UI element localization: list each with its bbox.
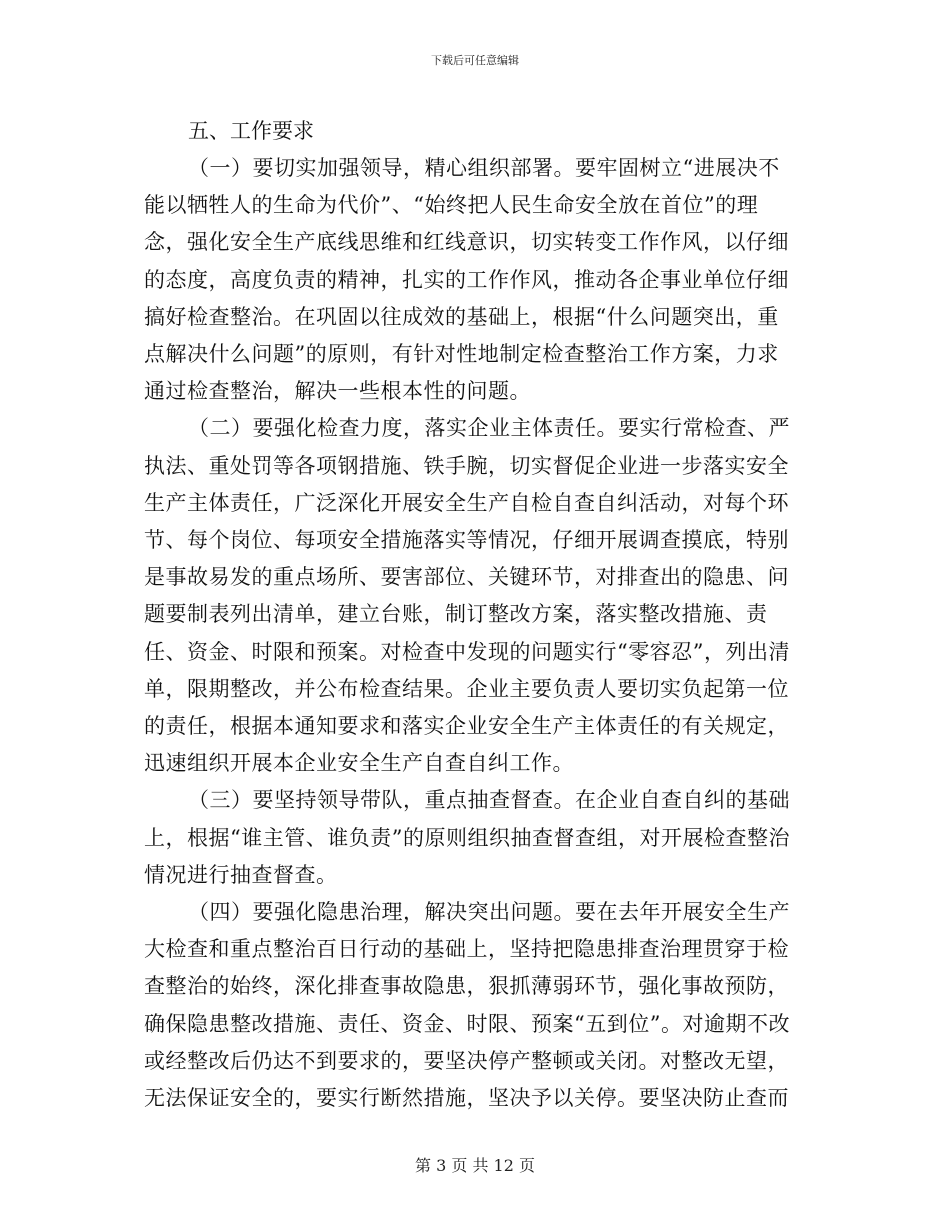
header-note: 下载后可任意编辑 [431, 54, 519, 67]
section-heading: 五、工作要求 [188, 119, 314, 143]
page-number-footer: 第 3 页 共 12 页 [415, 1156, 535, 1175]
paragraph-1: （一）要切实加强领导，精心组织部署。要牢固树立“进展决不能以牺牲人的生命为代价”、“始终把人民生命安全放在首位”的理念，强化安全生产底线思维和红线意识，切实转变工作作风，以仔细的态度，高度负责的精神，扎实的工作作风，推动各企事业单位仔细搞好检查整治。在巩固以往成效的基础上，根据“什么问题突出，重点解决什么问题”的原则，有针对性地制定检查整治工作方案，力求通过检查整治，解决一些根本性的问题。 [144, 156, 789, 404]
document-body [144, 112, 796, 1117]
paragraph-2: （二）要强化检查力度，落实企业主体责任。要实行常检查、严执法、重处罚等各项钢措施、铁手腕，切实督促企业进一步落实安全生产主体责任，广泛深化开展安全生产自检自查自纠活动，对每个环节、每个岗位、每项安全措施落实等情况，仔细开展调查摸底，特别是事故易发的重点场所、要害部位、关键环节，对排查出的隐患、问题要制表列出清单，建立台账，制订整改方案，落实整改措施、责任、资金、时限和预案。对检查中发现的问题实行“零容忍”，列出清单，限期整改，并公布检查结果。企业主要负责人要切实负起第一位的责任，根据本通知要求和落实企业安全生产主体责任的有关规定，迅速组织开展本企业安全生产自查自纠工作。 [144, 416, 790, 776]
paragraph-4: （四）要强化隐患治理，解决突出问题。要在去年开展安全生产大检查和重点整治百日行动的基础上，坚持把隐患排查治理贯穿于检查整治的始终，深化排查事故隐患，狠抓薄弱环节，强化事故预防，确保隐患整改措施、责任、资金、时限、预案“五到位”。对逾期不改或经整改后仍达不到要求的，要坚决停产整顿或关闭。对整改无望，无法保证安全的，要实行断然措施，坚决予以关停。要坚决防止查而 [144, 900, 790, 1111]
paragraph-3: （三）要坚持领导带队，重点抽查督查。在企业自查自纠的基础上，根据“谁主管、谁负责”的原则组织抽查督查组，对开展检查整治情况进行抽查督查。 [144, 788, 790, 887]
